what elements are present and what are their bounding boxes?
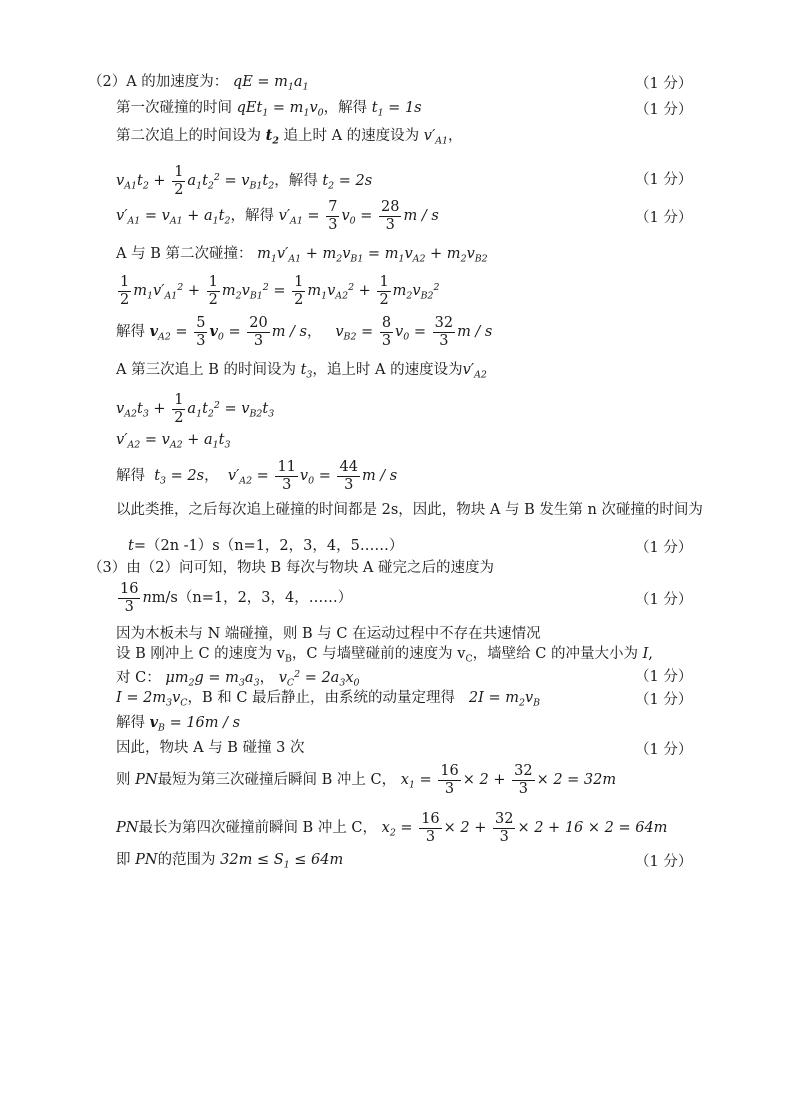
- line-7: [116, 268, 440, 316]
- line-23-mid: 最短为第三次碰撞后瞬间 B 冲上 C，: [157, 772, 397, 788]
- line-25: [116, 850, 343, 875]
- line-3: 第二次追上的时间设为 $t_2$ 追上时 A 的速度设为 $v'_{A1}$，: [116, 127, 463, 147]
- eq-x2: $x_2$ = $\frac{16}{3}$ × 2 + $\frac{32}{3}$ × 2 + 16 × 2 = 64m: [381, 810, 668, 845]
- line-18: 设 B 刚冲上 C 的速度为 $v_B$，C 与墙壁碰前的速度为 $v_C$，墙壁给 C 的冲量大小为 I,: [116, 646, 653, 665]
- eq-first-collision: $qEt_1 = m_1v_0$: [236, 100, 324, 119]
- line-18-mid: ，C 与墙壁碰前的速度为 v: [291, 646, 466, 662]
- line-6: [116, 244, 488, 269]
- line-20: [116, 688, 540, 713]
- line-1: [88, 72, 309, 97]
- line-13: [116, 500, 703, 520]
- line-18-tail: ，墙壁给 C 的冲量大小为: [472, 646, 638, 662]
- line-8-text: 解得: [116, 324, 145, 340]
- eq-C-accel: $\mu m_2g = m_3a_3$: [165, 670, 260, 689]
- line-5: [116, 196, 439, 241]
- line-11: [116, 430, 230, 455]
- line-6-text: A 与 B 第二次碰撞：: [116, 246, 253, 262]
- line-22: [116, 738, 305, 758]
- eq-third-catchup: $v_{A2}t_3$ + $\frac{1}{2}$ $a_1t_2^2 = v_{B2}t_3$: [116, 391, 275, 426]
- line-13-text: 以此类推，之后每次追上碰撞的时间都是 2s，因此，物块 A 与 B 发生第 n 次碰撞的时间为: [116, 502, 703, 518]
- line-2-tail: ，解得: [323, 100, 368, 116]
- eq-energy-2nd: $\frac{1}{2}$ $m_1v'_{A1}^2$ + $\frac{1}{2}$ $m_2v_{B1}^2$ = $\frac{1}{2}$ $m_1v_{A2}^2$ + $\frac{1}{2}$ $m_2v_{B2}^2$: [120, 273, 440, 308]
- score-1: （1 分）: [635, 76, 693, 92]
- eq-vA2-prime: $v'_{A2} = v_{A2} + a_1t_3$: [116, 432, 231, 451]
- line-5-tail: ，解得: [230, 208, 274, 224]
- score-14: （1 分）: [635, 540, 693, 556]
- line-9: [116, 360, 487, 385]
- line-18-text: 设 B 刚冲上 C 的速度为 v: [116, 646, 285, 662]
- line-4-tail: ，解得: [274, 173, 318, 190]
- line-14: t=（2n -1）s（n=1，2，3，4，5……）: [128, 538, 404, 554]
- sym-vA2-prime: $v'_{A2}$: [462, 362, 487, 381]
- sym-t2: $t_2$: [265, 127, 279, 147]
- line-21: [116, 713, 240, 738]
- line-10: [116, 386, 274, 434]
- eq-vC-square: $v_C^2 = 2a_3x_0$: [278, 669, 360, 689]
- eq-vA1-result: $v'_{A1}$ = $\frac{7}{3}$ $v_0$ = $\frac{28}{3}$ m / s: [278, 198, 439, 233]
- eq-t2: $t_2 = 2s$: [322, 173, 373, 192]
- line-19-text: 对 C：: [116, 670, 161, 687]
- line-15: [88, 558, 494, 578]
- line-20-tail: ，B 和 C 最后静止，由系统的动量定理得: [187, 690, 456, 706]
- score-16: （1 分）: [635, 592, 693, 608]
- eq-acceleration: qE = $m_1a_1$: [232, 74, 309, 93]
- sym-PN-2: PN: [116, 820, 139, 836]
- eq-vB: $v_B = 16m / s$: [149, 714, 241, 734]
- sym-vA1-prime: $v'_{A1}$: [423, 128, 449, 147]
- sym-t: t: [128, 538, 134, 554]
- line-8: 解得 $v_{A2}$ = $\frac{5}{3}$ $v_0$ = $\frac{20}{3}$ m / s， $v_{B2}$ = $\frac{8}{3}$ $v_0$ = $\frac{32}{3}$ m / s: [116, 314, 493, 349]
- line-16: $\frac{16}{3}$ nm/s（n=1，2，3，4，……）: [120, 580, 353, 615]
- line-12-text: 解得: [116, 468, 145, 484]
- line-2: [116, 98, 422, 123]
- score-20: （1 分）: [635, 692, 693, 708]
- line-2-text: 第一次碰撞的时间: [116, 100, 232, 116]
- line-9-mid: ，追上时 A 的速度设为: [312, 362, 463, 378]
- score-2: （1 分）: [635, 102, 693, 118]
- line-25-text: 即: [116, 852, 131, 868]
- line-21-text: 解得: [116, 715, 145, 731]
- line-9-text: A 第三次追上 B 的时间设为: [116, 362, 296, 378]
- sym-t3: $t_3$: [300, 362, 313, 381]
- eq-momentum-2nd: $m_1v'_{A1} + m_2v_{B1} = m_1v_{A2} + m_2v_{B2}$: [257, 246, 488, 265]
- eq-t1: $t_1 = 1s$: [371, 100, 422, 119]
- line-14-text: （2n -1）s（n=1，2，3，4，5……）: [145, 538, 404, 554]
- line-1-text: （2）A 的加速度为：: [88, 74, 229, 90]
- line-25-mid: 的范围为: [157, 852, 216, 868]
- line-15-text: （3）由（2）问可知，物块 B 每次与物块 A 碰完之后的速度为: [88, 560, 495, 576]
- line-24: [116, 808, 667, 853]
- line-16-text: m/s（n=1，2，3，4，……）: [151, 590, 353, 606]
- eq-system-impulse: $2I = m_2v_B$: [468, 690, 541, 709]
- line-12: 解得 $t_3 = 2s$， $v'_{A2}$ = $\frac{11}{3}$ $v_0$ = $\frac{44}{3}$ m / s: [116, 458, 398, 493]
- eq-impulse: $I = 2m_3v_C$: [116, 690, 188, 709]
- line-23-text: 则: [116, 772, 131, 788]
- line-24-mid: 最长为第四次碰撞前瞬间 B 冲上 C，: [138, 820, 378, 836]
- score-25: （1 分）: [635, 854, 693, 870]
- line-17: [116, 624, 541, 644]
- line-22-text: 因此，物块 A 与 B 碰撞 3 次: [116, 740, 305, 756]
- eq-t3: $t_3 = 2s$: [154, 468, 205, 487]
- line-19: 对 C： $\mu m_2g = m_3a_3$， $v_C^2 = 2a_3x_0$: [116, 669, 360, 689]
- score-19: （1 分）: [635, 669, 693, 685]
- eq-x1: $x_1$ = $\frac{16}{3}$ × 2 + $\frac{32}{3}$ × 2 = 32m: [400, 762, 617, 797]
- line-3-text: 第二次追上的时间设为: [116, 128, 261, 144]
- eq-range: $32m \le S_1 \le 64m$: [220, 852, 344, 871]
- line-17-text: 因为木板未与 N 端碰撞，则 B 与 C 在运动过程中不存在共速情况: [116, 626, 541, 642]
- line-3-tail: 追上时 A 的速度设为: [283, 128, 420, 144]
- eq-vB2: $v_{B2}$ = $\frac{8}{3}$ $v_0$ = $\frac{32}{3}$ m / s: [335, 314, 493, 349]
- sym-I: I: [642, 646, 649, 662]
- eq-vA1-prime: $v'_{A1} = v_{A1} + a_1t_2$: [116, 208, 231, 227]
- score-4: （1 分）: [635, 172, 693, 188]
- sym-PN-1: PN: [135, 772, 158, 788]
- frac-16-3: $\frac{16}{3}$: [120, 580, 139, 615]
- eq-second-catchup: $v_{A1}t_2$ + $\frac{1}{2}$ $a_1t_2^2 = v_{B1}t_2$: [116, 163, 275, 198]
- line-23: [116, 760, 616, 805]
- score-22: （1 分）: [635, 742, 693, 758]
- eq-vA2: $v_{A2}$ = $\frac{5}{3}$ $v_0$ = $\frac{20}{3}$ m / s: [149, 314, 307, 349]
- score-5: （1 分）: [635, 210, 693, 226]
- eq-vA2-prime-result: $v'_{A2}$ = $\frac{11}{3}$ $v_0$ = $\frac{44}{3}$ m / s: [227, 458, 398, 493]
- sym-PN-3: PN: [135, 852, 158, 868]
